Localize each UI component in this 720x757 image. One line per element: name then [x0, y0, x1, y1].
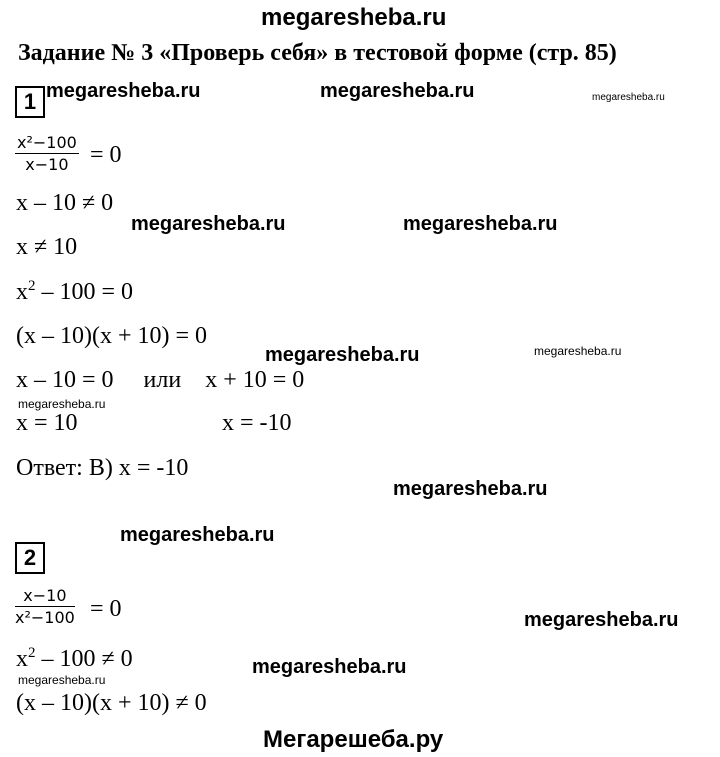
- task1-line-7: x = -10: [222, 410, 292, 436]
- expression-rest: – 100 ≠ 0: [41, 646, 133, 672]
- task1-line-2: x ≠ 10: [16, 234, 78, 260]
- task-number-2: 2: [15, 542, 45, 574]
- x-variable: x: [16, 279, 28, 305]
- watermark: megaresheba.ru: [524, 609, 679, 631]
- footer-brand: Мегарешеба.ру: [263, 726, 444, 753]
- fraction-2-numerator: x−10: [15, 586, 75, 607]
- fraction-1-denominator: x−10: [25, 155, 69, 174]
- equation-1-tail: = 0: [90, 142, 122, 168]
- task2-line-2: (x – 10)(x + 10) ≠ 0: [16, 690, 207, 716]
- task2-line-1: [16, 645, 133, 673]
- task1-line-3: [16, 278, 133, 306]
- fraction-2-denominator: x²−100: [15, 608, 75, 627]
- watermark: megaresheba.ru: [592, 92, 665, 103]
- task1-line-5: x – 10 = 0 или x + 10 = 0: [16, 367, 305, 393]
- watermark: megaresheba.ru: [46, 80, 201, 102]
- expression-rest: – 100 = 0: [41, 279, 134, 305]
- watermark: megaresheba.ru: [120, 524, 275, 546]
- watermark: megaresheba.ru: [252, 656, 407, 678]
- task1-answer: Ответ: В) x = -10: [16, 455, 189, 481]
- watermark: megaresheba.ru: [131, 213, 286, 235]
- fraction-1-numerator: x²−100: [17, 133, 77, 152]
- watermark: megaresheba.ru: [265, 344, 420, 366]
- watermark: megaresheba.ru: [534, 344, 622, 358]
- watermark: megaresheba.ru: [18, 397, 106, 411]
- watermark: megaresheba.ru: [18, 673, 106, 687]
- task1-line-1: x – 10 ≠ 0: [16, 190, 114, 216]
- page-title: Задание № 3 «Проверь себя» в тестовой форме (стр. 85): [18, 40, 617, 66]
- site-header: megaresheba.ru: [261, 4, 447, 31]
- exponent: 2: [28, 278, 36, 294]
- task1-line-6: x = 10: [16, 410, 78, 436]
- watermark: megaresheba.ru: [403, 213, 558, 235]
- watermark: megaresheba.ru: [393, 478, 548, 500]
- task-number-1: 1: [15, 86, 45, 118]
- x-variable: x: [16, 646, 28, 672]
- task1-line-4: (x – 10)(x + 10) = 0: [16, 323, 208, 349]
- watermark: megaresheba.ru: [320, 80, 475, 102]
- equation-2-tail: = 0: [90, 596, 122, 622]
- exponent: 2: [28, 645, 36, 661]
- fraction-1: [15, 133, 79, 174]
- fraction-2: [15, 586, 75, 627]
